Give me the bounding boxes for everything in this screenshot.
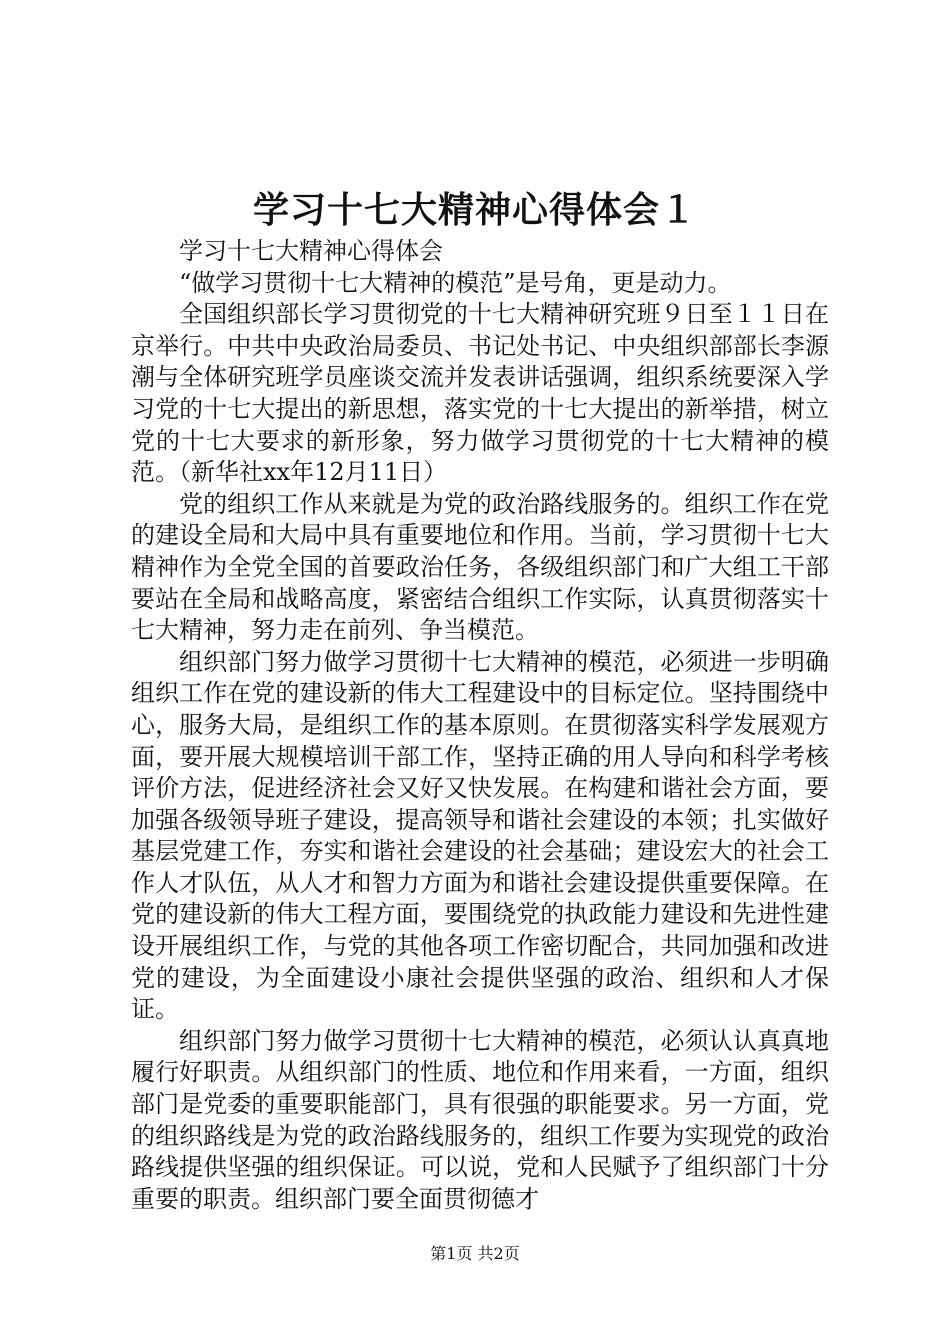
paragraph-slogan: “做学习贯彻十七大精神的模范”是号角，更是动力。 — [179, 268, 732, 297]
paragraph-subtitle: 学习十七大精神心得体会 — [179, 237, 443, 265]
page-footer: 第1页 共2页 — [430, 1244, 520, 1263]
paragraph-goal-positioning: 组织部门努力做学习贯彻十七大精神的模范，必须进一步明确组织工作在党的建设新的伟大工程建设中的目标定位。坚持围绕中心，服务大局，是组织工作的基本原则。在贯彻落实科学发展观方面，要开展大规模培训干部工作，坚持正确的用人导向和科学考核评价方法，促进经济社会又好又快发展。在构建和谐社会方面，要加强各级领导班子建设，提高领导和谐社会建设的本领；扎实做好基层党建工作，夯实和谐社会建设的社会基础；建设宏大的社会工作人才队伍，从人才和智力方面为和谐社会建设提供重要保障。在党的建设新的伟大工程方面，要围绕党的执政能力建设和先进性建设开展组织工作，与党的其他各项工作密切配合，共同加强和改进党的建设，为全面建设小康社会提供坚强的政治、组织和人才保证。 — [131, 647, 829, 1024]
paragraph-duties: 组织部门努力做学习贯彻十七大精神的模范，必须认认真真地履行好职责。从组织部门的性质、地位和作用来看，一方面，组织部门是党委的重要职能部门，具有很强的职能要求。另一方面，党的组织路线是为党的政治路线服务的，组织工作要为实现党的政治路线提供坚强的组织保证。可以说，党和人民赋予了组织部门十分重要的职责。组织部门要全面贯彻德才 — [131, 1026, 829, 1213]
paragraph-news: 全国组织部长学习贯彻党的十七大精神研究班９日至１１日在京举行。中共中央政治局委员、书记处书记、中央组织部部长李源潮与全体研究班学员座谈交流并发表讲话强调，组织系统要深入学习党的十七大提出的新思想，落实党的十七大提出的新举措，树立党的十七大要求的新形象，努力做学习贯彻党的十七大精神的模范。（新华社xx年12月11日） — [131, 300, 829, 487]
paragraph-organization-work: 党的组织工作从来就是为党的政治路线服务的。组织工作在党的建设全局和大局中具有重要地位和作用。当前，学习贯彻十七大精神作为全党全国的首要政治任务，各级组织部门和广大组工干部要站在全局和战略高度，紧密结合组织工作实际，认真贯彻落实十七大精神，努力走在前列、争当模范。 — [131, 489, 829, 645]
document-title: 学习十七大精神心得体会１ — [252, 189, 697, 231]
document-body — [131, 236, 829, 1215]
